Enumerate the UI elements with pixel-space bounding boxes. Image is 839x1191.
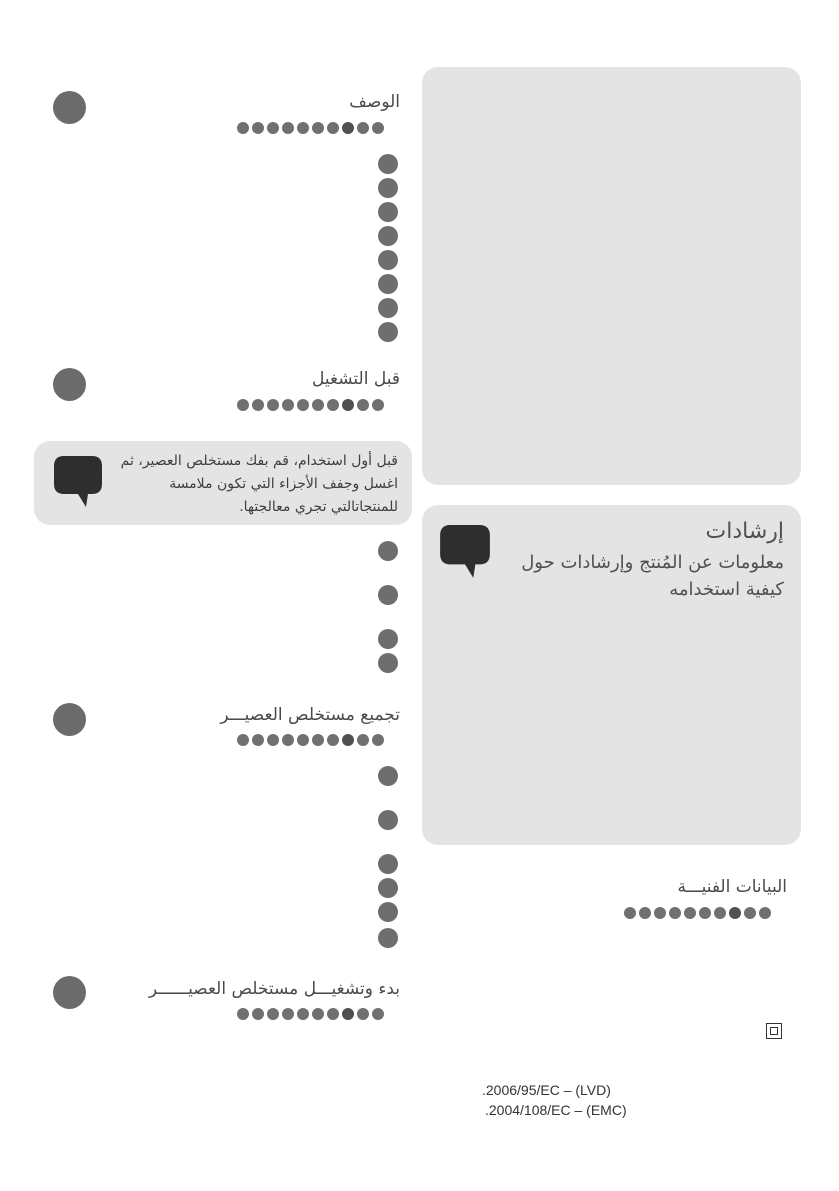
item-marker [378,766,398,786]
section-dots [237,122,384,134]
item-marker [378,928,398,948]
item-marker [378,226,398,246]
item-marker [378,810,398,830]
item-marker [378,629,398,649]
item-marker [378,202,398,222]
standard-lvd: .2006/95/EC – (LVD) [482,1082,611,1098]
item-marker [378,585,398,605]
section-dots [624,907,771,919]
item-marker [378,878,398,898]
section-title-technical: البيانات الفنيـــة [677,877,787,897]
section-title-description: الوصف [349,92,400,112]
standard-emc: .2004/108/EC – (EMC) [485,1102,627,1118]
item-marker [378,541,398,561]
item-marker [378,854,398,874]
item-marker [378,178,398,198]
item-marker [378,653,398,673]
directions-top-panel [422,67,801,485]
speech-bubble-icon [52,456,104,510]
section-title-start: بدء وتشغيـــل مستخلص العصيــــــر [148,979,400,999]
section-title-before-use: قبل التشغيل [312,369,400,389]
item-marker [378,902,398,922]
before-use-note: قبل أول استخدام، قم بفك مستخلص العصير، ثم اغسل وجفف الأجزاء التي تكون ملامسة للمنتجاتالتي تجري معالجتها. [120,453,398,515]
item-marker [378,298,398,318]
section-dots [237,1008,384,1020]
section-marker-icon [53,91,86,124]
directions-title: إرشادات [705,519,784,544]
section-marker-icon [53,703,86,736]
item-marker [378,250,398,270]
section-dots [237,734,384,746]
double-insulation-icon [766,1023,782,1039]
item-marker [378,322,398,342]
directions-subtitle: معلومات عن المُنتج وإرشادات حول كيفية استخدامه [521,552,784,600]
item-marker [378,154,398,174]
item-marker [378,274,398,294]
section-dots [237,399,384,411]
section-title-assembly: تجميع مستخلص العصيـــر [220,705,400,725]
section-marker-icon [53,976,86,1009]
section-marker-icon [53,368,86,401]
